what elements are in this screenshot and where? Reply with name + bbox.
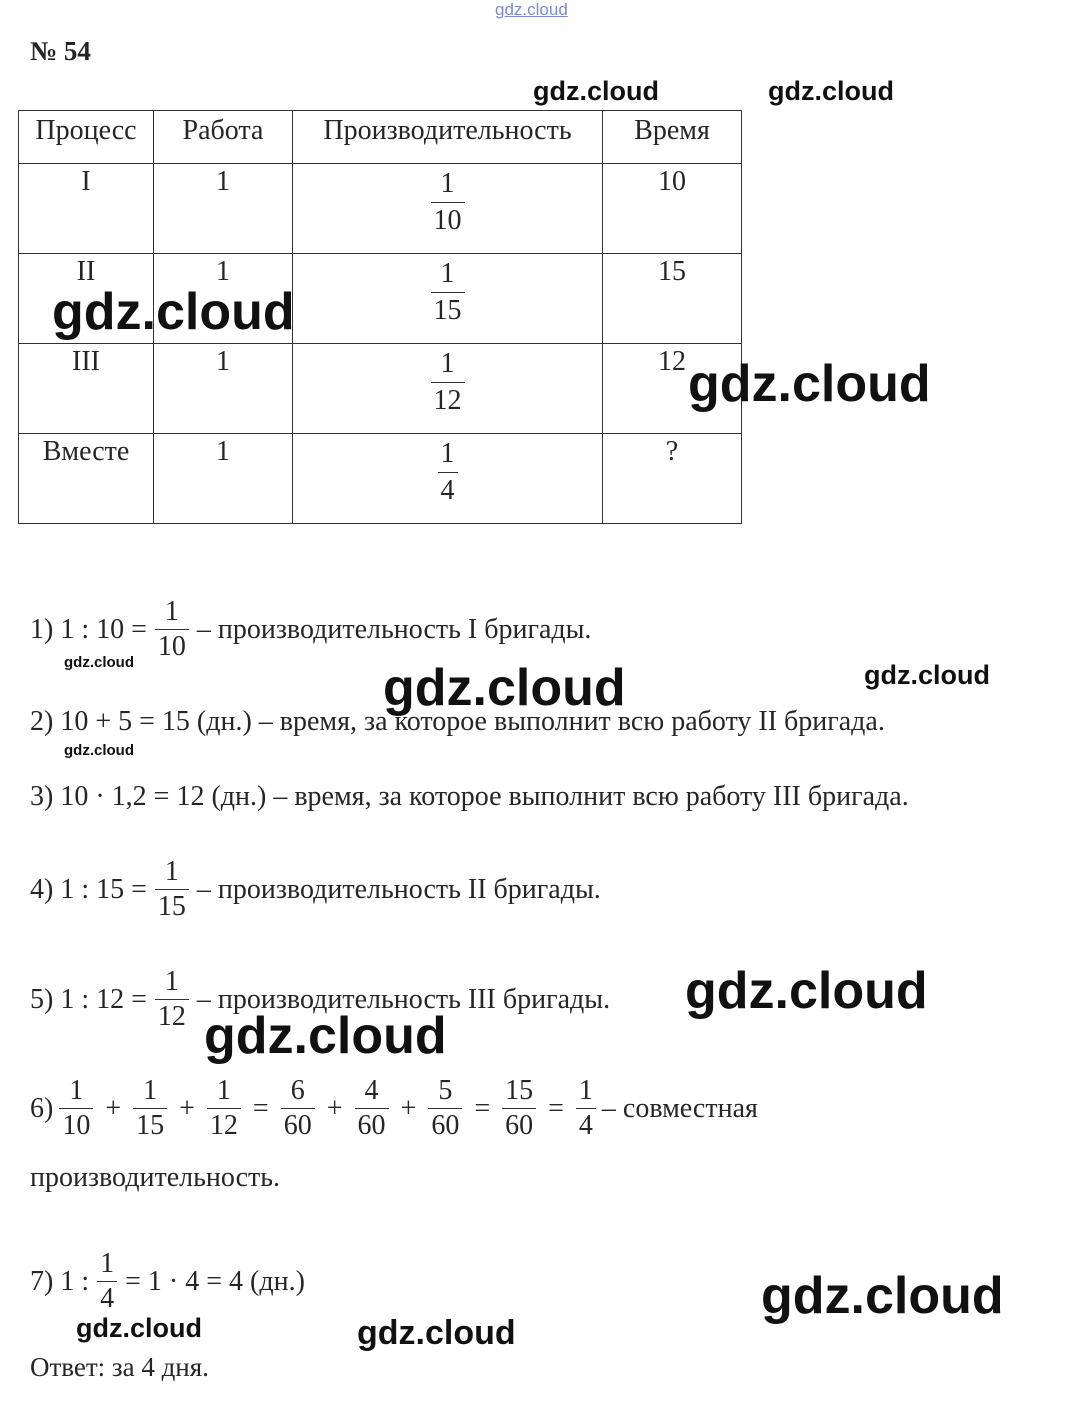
fraction-denominator: 12 — [207, 1108, 241, 1140]
solution-step-1 — [30, 598, 591, 661]
fraction-numerator: 1 — [100, 1248, 115, 1279]
step-prefix: 7) 1 : — [30, 1265, 90, 1297]
step-text: – производительность I бригады. — [196, 613, 592, 645]
watermark: gdz.cloud — [204, 1007, 447, 1065]
fraction — [428, 1077, 462, 1140]
step-text: – совместная — [601, 1092, 758, 1124]
cell-time: 12 — [603, 344, 742, 434]
watermark: gdz.cloud — [383, 659, 626, 717]
fraction-denominator: 10 — [59, 1108, 93, 1140]
header-productivity: Производительность — [293, 111, 603, 164]
header-process: Процесс — [19, 111, 154, 164]
fraction-numerator: 15 — [505, 1075, 534, 1106]
step-text: 3) 10 · 1,2 = 12 (дн.) – время, за которое выполнит всю работу III бригада. — [30, 781, 909, 812]
fraction-denominator: 4 — [438, 472, 458, 505]
step-prefix: 6) — [30, 1092, 54, 1124]
step-text: = 1 · 4 = 4 (дн.) — [125, 1265, 305, 1297]
plus-sign: + — [105, 1092, 122, 1124]
fraction-numerator: 1 — [440, 168, 455, 199]
cell-work: 1 — [154, 254, 293, 344]
watermark: gdz.cloud — [685, 962, 928, 1020]
watermark: gdz.cloud — [64, 742, 134, 759]
fraction — [155, 858, 189, 921]
watermark: gdz.cloud — [64, 654, 134, 671]
watermark: gdz.cloud — [533, 76, 659, 106]
watermark: gdz.cloud — [52, 283, 295, 341]
fraction — [155, 968, 189, 1031]
fraction — [133, 1077, 167, 1140]
cell-work: 1 — [154, 164, 293, 254]
fraction-numerator: 1 — [440, 348, 455, 379]
fraction — [59, 1077, 93, 1140]
fraction — [502, 1077, 536, 1140]
solution-step-6-continuation — [30, 1162, 280, 1194]
fraction-denominator: 15 — [431, 292, 465, 325]
fraction-denominator: 4 — [97, 1281, 117, 1313]
cell-work: 1 — [154, 434, 293, 524]
step-text: – производительность II бригады. — [196, 873, 601, 905]
fraction-numerator: 4 — [364, 1075, 379, 1106]
problem-number: № 54 — [30, 36, 91, 66]
step-prefix: 5) 1 : 12 = — [30, 983, 147, 1015]
cell-productivity — [293, 434, 603, 524]
fraction-numerator: 5 — [438, 1075, 453, 1106]
equals-sign: = — [252, 1092, 269, 1124]
cell-time: 10 — [603, 164, 742, 254]
fraction-denominator: 12 — [431, 382, 465, 415]
fraction — [576, 1077, 596, 1140]
fraction-denominator: 60 — [281, 1108, 315, 1140]
watermark: gdz.cloud — [768, 76, 894, 106]
cell-productivity — [293, 164, 603, 254]
cell-process: III — [19, 344, 154, 434]
solution-step-4 — [30, 858, 601, 921]
fraction-numerator: 1 — [164, 596, 179, 627]
cell-productivity — [293, 344, 603, 434]
fraction-denominator: 12 — [155, 999, 189, 1031]
watermark: gdz.cloud — [864, 660, 990, 690]
plus-sign: + — [179, 1092, 195, 1124]
solution-step-6 — [30, 1077, 758, 1140]
fraction-denominator: 60 — [355, 1108, 389, 1140]
watermark: gdz.cloud — [761, 1267, 1004, 1325]
header-work: Работа — [154, 111, 293, 164]
cell-process: I — [19, 164, 154, 254]
fraction-numerator: 1 — [216, 1075, 231, 1106]
cell-process: Вместе — [19, 434, 154, 524]
cell-work: 1 — [154, 344, 293, 434]
table-row — [19, 164, 742, 254]
cell-time: ? — [603, 434, 742, 524]
fraction-denominator: 60 — [502, 1108, 536, 1140]
fraction-numerator: 1 — [164, 856, 179, 887]
header-time: Время — [603, 111, 742, 164]
cell-productivity — [293, 254, 603, 344]
table-header-row — [19, 111, 742, 164]
step-text: – производительность III бригады. — [196, 983, 611, 1015]
step-text: 2) 10 + 5 = 15 (дн.) – время, за которое выполнит всю работу II бригада. — [30, 706, 885, 737]
watermark: gdz.cloud — [688, 355, 931, 413]
fraction-numerator: 1 — [164, 966, 179, 997]
plus-sign: + — [326, 1092, 343, 1124]
fraction-denominator: 4 — [576, 1108, 596, 1140]
watermark: gdz.cloud — [76, 1313, 202, 1343]
cell-time: 15 — [603, 254, 742, 344]
fraction — [355, 1077, 389, 1140]
fraction-numerator: 1 — [578, 1075, 593, 1106]
fraction-denominator: 10 — [431, 202, 465, 235]
watermark: gdz.cloud — [357, 1314, 516, 1352]
cell-process: II — [19, 254, 154, 344]
fraction-numerator: 1 — [143, 1075, 158, 1106]
fraction-numerator: 6 — [290, 1075, 305, 1106]
answer-text: Ответ: за 4 дня. — [30, 1352, 209, 1382]
fraction-denominator: 15 — [133, 1108, 167, 1140]
fraction — [281, 1077, 315, 1140]
fraction-denominator: 15 — [155, 889, 189, 921]
fraction-denominator: 60 — [428, 1108, 462, 1140]
fraction — [155, 598, 189, 661]
table-row — [19, 434, 742, 524]
fraction-numerator: 1 — [440, 258, 455, 289]
table-row — [19, 344, 742, 434]
plus-sign: + — [400, 1092, 417, 1124]
fraction — [97, 1250, 117, 1313]
solution-step-7 — [30, 1250, 305, 1313]
equals-sign: = — [474, 1092, 491, 1124]
watermark-top: gdz.cloud — [495, 0, 568, 19]
answer — [30, 1352, 209, 1383]
step-text: производительность. — [30, 1162, 281, 1193]
fraction — [207, 1077, 241, 1140]
step-prefix: 4) 1 : 15 = — [30, 873, 147, 905]
fraction-numerator: 1 — [69, 1075, 84, 1106]
equals-sign: = — [548, 1092, 564, 1124]
step-prefix: 1) 1 : 10 = — [30, 613, 147, 645]
fraction-numerator: 1 — [440, 438, 455, 469]
fraction-denominator: 10 — [155, 629, 189, 661]
solution-step-3 — [30, 781, 909, 813]
